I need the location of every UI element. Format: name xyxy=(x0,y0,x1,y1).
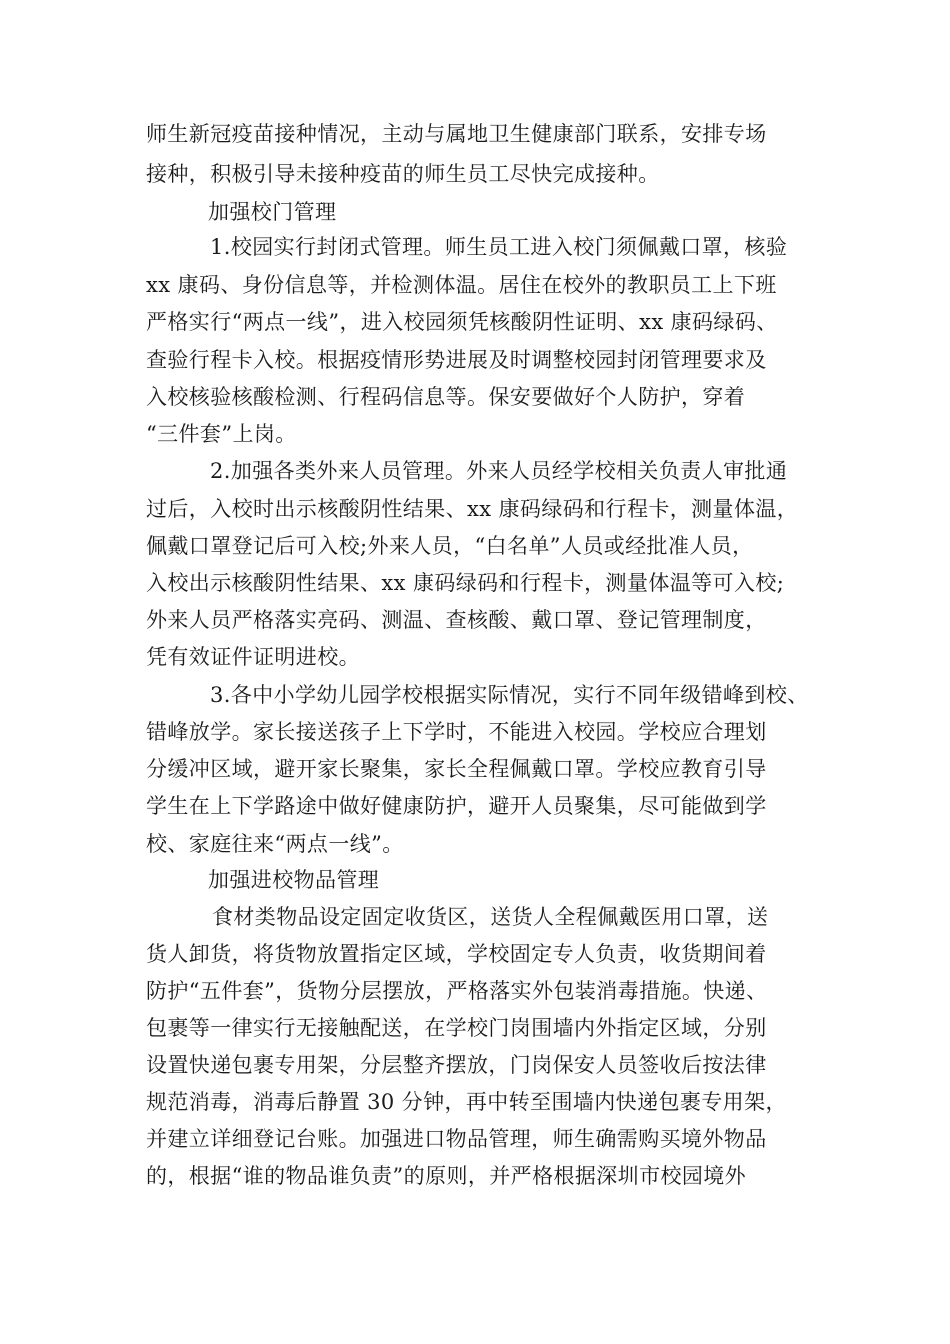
paragraph-line: 过后，入校时出示核酸阴性结果、xx 康码绿码和行程卡，测量体温， xyxy=(146,497,799,521)
paragraph-line: 错峰放学。家长接送孩子上下学时，不能进入校园。学校应合理划 xyxy=(146,720,767,744)
paragraph-line: 包裹等一律实行无接触配送，在学校门岗围墙内外指定区域，分别 xyxy=(146,1016,767,1040)
paragraph-line: 并建立详细登记台账。加强进口物品管理，师生确需购买境外物品 xyxy=(146,1127,767,1151)
paragraph-line: 入校出示核酸阴性结果、xx 康码绿码和行程卡，测量体温等可入校; xyxy=(146,571,785,595)
paragraph-line: 佩戴口罩登记后可入校;外来人员，“白名单”人员或经批准人员， xyxy=(146,534,754,558)
paragraph-line: 入校核验核酸检测、行程码信息等。保安要做好个人防护，穿着 xyxy=(146,385,746,409)
paragraph-line: 1.校园实行封闭式管理。师生员工进入校门须佩戴口罩，核验 xyxy=(210,235,788,259)
paragraph-line: 凭有效证件证明进校。 xyxy=(146,645,360,669)
paragraph-line: 的，根据“谁的物品谁负责”的原则，并严格根据深圳市校园境外 xyxy=(146,1164,747,1188)
paragraph-line: 设置快递包裹专用架，分层整齐摆放，门岗保安人员签收后按法律 xyxy=(146,1053,767,1077)
paragraph-line: 外来人员严格落实亮码、测温、查核酸、戴口罩、登记管理制度， xyxy=(146,608,767,632)
paragraph-line: “三件套”上岗。 xyxy=(146,422,297,446)
section-heading-school-gate: 加强校门管理 xyxy=(208,200,337,224)
paragraph-line: 校、家庭往来“两点一线”。 xyxy=(146,832,404,856)
paragraph-line: 严格实行“两点一线”，进入校园须凭核酸阴性证明、xx 康码绿码、 xyxy=(146,310,778,334)
paragraph-line: 师生新冠疫苗接种情况，主动与属地卫生健康部门联系，安排专场 xyxy=(146,122,767,146)
section-heading-supplies: 加强进校物品管理 xyxy=(208,868,380,892)
paragraph-line: 规范消毒，消毒后静置 30 分钟，再中转至围墙内快递包裹专用架， xyxy=(146,1090,787,1114)
paragraph-line: 分缓冲区域，避开家长聚集，家长全程佩戴口罩。学校应教育引导 xyxy=(146,757,767,781)
paragraph-line: 3.各中小学幼儿园学校根据实际情况，实行不同年级错峰到校、 xyxy=(210,683,809,707)
paragraph-line: xx 康码、身份信息等，并检测体温。居住在校外的教职员工上下班 xyxy=(146,273,777,297)
paragraph-line: 食材类物品设定固定收货区，送货人全程佩戴医用口罩，送 xyxy=(212,905,769,929)
paragraph-line: 防护“五件套”，货物分层摆放，严格落实外包装消毒措施。快递、 xyxy=(146,979,768,1003)
paragraph-line: 货人卸货，将货物放置指定区域，学校固定专人负责，收货期间着 xyxy=(146,942,767,966)
paragraph-line: 查验行程卡入校。根据疫情形势进展及时调整校园封闭管理要求及 xyxy=(146,348,767,372)
paragraph-line: 2.加强各类外来人员管理。外来人员经学校相关负责人审批通 xyxy=(210,459,788,483)
paragraph-line: 接种，积极引导未接种疫苗的师生员工尽快完成接种。 xyxy=(146,162,660,186)
paragraph-line: 学生在上下学路途中做好健康防护，避开人员聚集，尽可能做到学 xyxy=(146,794,767,818)
